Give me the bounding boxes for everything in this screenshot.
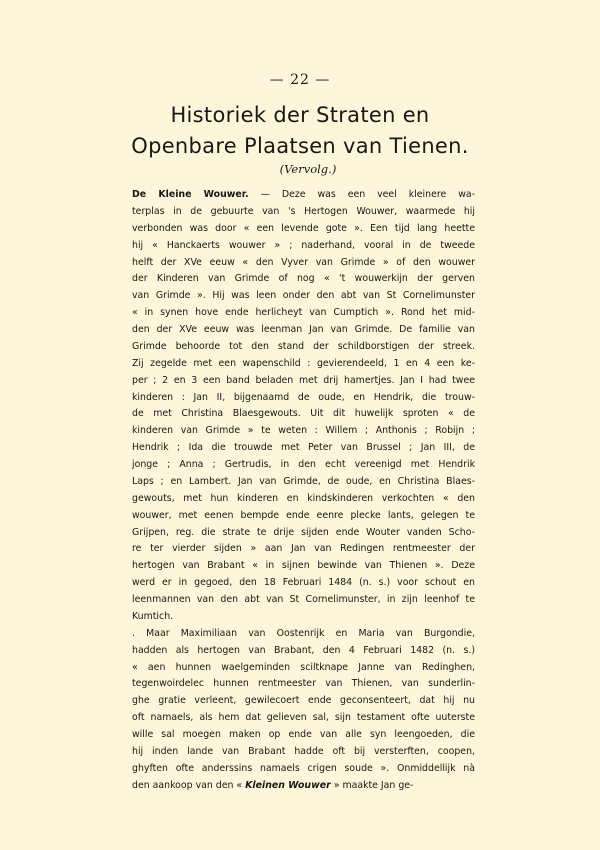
text-line: hij inden lande van Brabant hadde oft bij versterften, coopen, (132, 745, 475, 757)
text-line: Zij zegelde met een wapenschild : gevierendeeld, 1 en 4 een ke- (132, 357, 475, 369)
text-line: De Kleine Wouwer. — Deze was een veel kleinere wa- (132, 189, 475, 200)
text-line: ghe gratie verleent, gewilecoert ende geconsenteert, dat hij nu (132, 695, 475, 707)
text-line: re ter vierder sijden » aan Jan van Redingen rentmeester der (132, 543, 475, 555)
text-line: den aankoop van den « Kleinen Wouwer » maakte Jan ge- (132, 779, 414, 791)
page-number: — 22 — (269, 72, 331, 88)
text-line: « in synen hove ende herlicheyt van Cumptich ». Rond het mid- (132, 307, 475, 319)
text-line: . Maar Maximiliaan van Oostenrijk en Maria van Burgondie, (132, 627, 475, 639)
text-line: Grijpen, reg. die strate te drije sijden ende Wouter vanden Scho- (132, 526, 475, 538)
text-line: tegenwoirdelec hunnen rentmeester van Thienen, van sunderlin- (132, 678, 475, 690)
text-line: den der XVe eeuw was leenman Jan van Grimde. De familie van (132, 324, 475, 335)
text-line: Grimde behoorde tot den stand der schildborstigen der streek. (132, 340, 475, 352)
text-line: wille sal moegen maken op ende van alle syn leengoeden, die (132, 729, 475, 740)
text-line: oft namaels, als hem dat gelieven sal, sijn testament ofte uuterste (132, 712, 475, 724)
text-line: verbonden was door « een levende gote ». Een tijd lang heette (132, 222, 475, 234)
text-line: hadden als hertogen van Brabant, den 4 Februari 1482 (n. s.) (132, 644, 475, 656)
text-line: hij « Hanckaerts wouwer » ; naderhand, vooral in de tweede (132, 239, 475, 251)
subtitle-vervolg: (Vervolg.) (279, 162, 337, 176)
text-line: Hendrik ; Ida die trouwde met Peter van Brussel ; Jan III, de (132, 442, 475, 454)
text-line: werd er in gegoed, den 18 Februari 1484 (n. s.) voor schout en (132, 577, 475, 589)
text-line: wouwer, met eenen bempde ende eenre plecke lants, gelegen te (132, 509, 475, 521)
text-line: kinderen van Grimde » te weten : Willem ; Anthonis ; Robijn ; (132, 425, 475, 437)
text-line: kinderen : Jan II, bijgenaamd de oude, en Hendrik, die trouw- (132, 391, 475, 403)
text-line: hertogen van Brabant « in sijnen bewinde van Thienen ». Deze (132, 560, 475, 572)
text-line: leenmannen van den abt van St Cornelimunster, in zijn leenhof te (132, 594, 475, 605)
paragraph-kleine-wouwer (132, 187, 475, 626)
text-line: jonge ; Anna ; Gertrudis, in den echt vereenigd met Hendrik (132, 459, 475, 470)
text-line: terplas in de gebuurte van 's Hertogen Wouwer, waarmede hij (132, 205, 475, 217)
text-line: « aen hunnen waelgeminden sciltknape Janne van Redinghen, (132, 661, 475, 673)
text-line: van Grimde ». Hij was leen onder den abt van St Cornelimunster (132, 290, 475, 302)
emphasis-kleinen-wouwer: Kleinen Wouwer (245, 779, 331, 791)
section-heading: De Kleine Wouwer. (132, 189, 249, 200)
paragraph-maximiliaan (132, 626, 475, 795)
text-line: per ; 2 en 3 een band beladen met drij hamertjes. Jan I had twee (132, 374, 475, 386)
article-body (132, 187, 475, 795)
text-line: helft der XVe eeuw « den Vyver van Grimde » of den wouwer (132, 256, 475, 268)
title-line-1: Historiek der Straten en (170, 103, 430, 127)
text-line: ghyften ofte anderssins namaels crigen soude ». Onmiddellijk nà (132, 762, 475, 774)
text-line: de met Christina Blaesgewouts. Uit dit huwelijk sproten « de (132, 408, 475, 420)
text-line: Laps ; en Lambert. Jan van Grimde, de oude, en Christina Blaes- (132, 475, 475, 487)
text-line: gewouts, met hun kinderen en kindskinderen verkochten « den (132, 492, 475, 504)
text-line: Kumtich. (132, 610, 174, 622)
text-line: der Kinderen van Grimde of nog « 't wouwerkijn der gerven (132, 273, 475, 285)
title-line-2: Openbare Plaatsen van Tienen. (131, 134, 469, 158)
